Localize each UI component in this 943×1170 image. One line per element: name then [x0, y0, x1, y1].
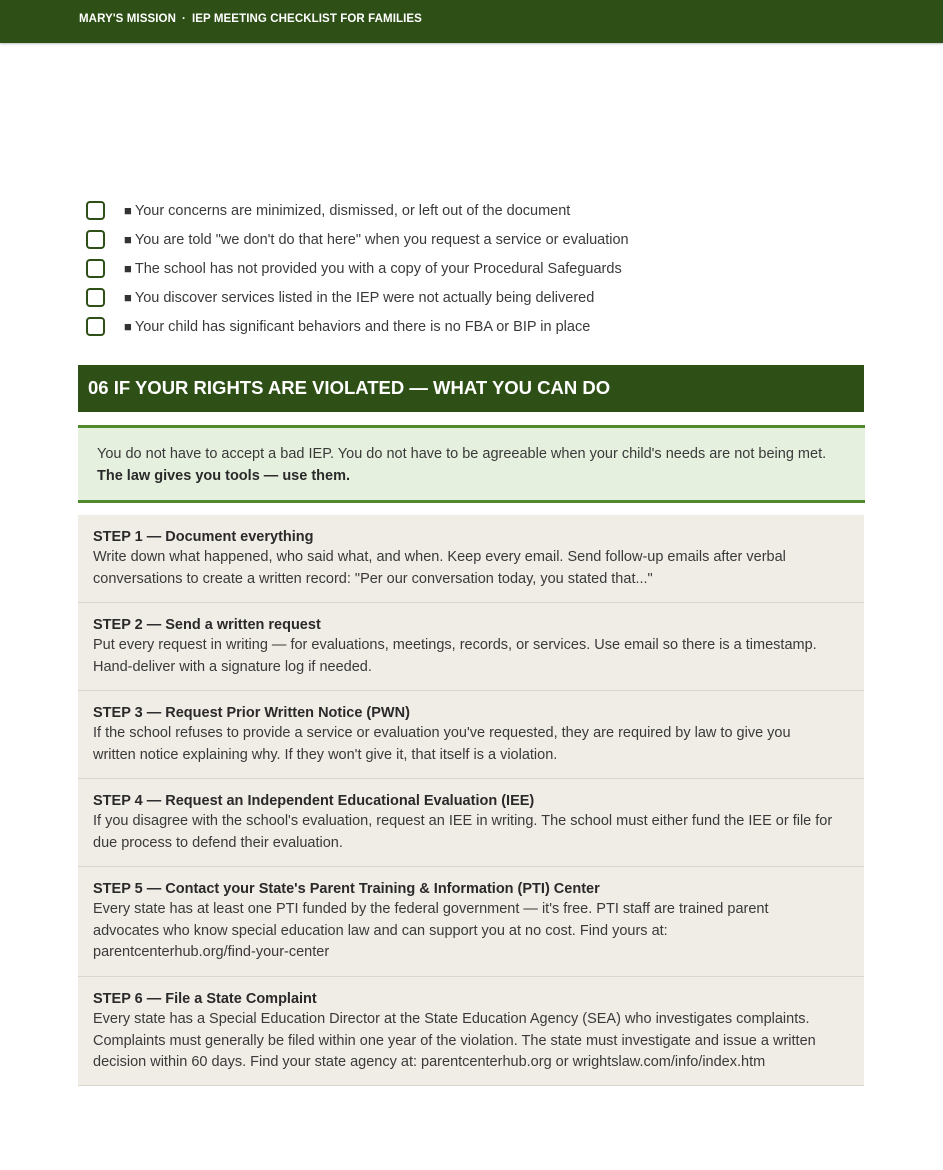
checkbox[interactable]: [86, 288, 105, 307]
step-title: STEP 2 — Send a written request: [93, 617, 321, 633]
step-body-line: parentcenterhub.org/find-your-center: [93, 944, 330, 960]
checklist-item[interactable]: [86, 200, 886, 229]
checklist-item-text: You are told "we don't do that here" when you request a service or evaluation: [134, 232, 629, 248]
square-bullet-icon: ■: [124, 261, 132, 276]
steps-list: [78, 515, 864, 1086]
step-body-line: Write down what happened, who said what, and when. Keep every email. Send follow-up emails after verbal: [93, 549, 786, 565]
header-separator: ·: [182, 13, 186, 25]
top-header-bar: [0, 0, 943, 43]
step-body-line: Complaints must generally be filed within one year of the violation. The state must investigate and issue a written: [93, 1032, 816, 1049]
step-card: [78, 779, 864, 867]
checklist-item[interactable]: [86, 229, 886, 258]
checklist-item-text: You discover services listed in the IEP were not actually being delivered: [134, 290, 595, 306]
section-heading: 06 IF YOUR RIGHTS ARE VIOLATED — WHAT YOU CAN DO: [88, 377, 611, 398]
step-body-line: decision within 60 days. Find your state agency at: parentcenterhub.org or wrightslaw.com/info/index.htm: [93, 1054, 766, 1070]
step-body-line: advocates who know special education law and can support you at no cost. Find yours at:: [93, 922, 668, 939]
checkbox[interactable]: [86, 201, 105, 220]
checklist-item[interactable]: [86, 287, 886, 316]
checklist-item-label: [124, 203, 570, 219]
square-bullet-icon: ■: [124, 203, 132, 218]
step-body-line: conversations to create a written record: "Per our conversation today, you stated that...": [93, 570, 653, 587]
warning-checklist: [86, 200, 886, 345]
step-body: [93, 547, 849, 590]
step-body: [93, 1009, 849, 1074]
step-body: [93, 723, 849, 766]
callout-emphasis: The law gives you tools — use them.: [97, 468, 350, 484]
step-body-line: Hand-deliver with a signature log if needed.: [93, 658, 372, 675]
step-body: [93, 899, 849, 964]
step-card: [78, 977, 864, 1086]
step-card: [78, 515, 864, 603]
step-title: STEP 4 — Request an Independent Educational Evaluation (IEE): [93, 793, 535, 809]
square-bullet-icon: ■: [124, 232, 132, 247]
step-title: STEP 3 — Request Prior Written Notice (PWN): [93, 705, 410, 721]
step-body-line: written notice explaining why. If they won't give it, that itself is a violation.: [93, 746, 558, 763]
step-body-line: If you disagree with the school's evaluation, request an IEE in writing. The school must either fund the IEE or file for: [93, 813, 833, 829]
square-bullet-icon: ■: [124, 290, 132, 305]
step-card: [78, 603, 864, 691]
checklist-item-label: [124, 261, 622, 277]
step-body: [93, 811, 849, 854]
step-card: [78, 867, 864, 977]
checklist-item-text: Your child has significant behaviors and there is no FBA or BIP in place: [134, 319, 591, 335]
checkbox[interactable]: [86, 259, 105, 278]
checkbox[interactable]: [86, 317, 105, 336]
checklist-item[interactable]: [86, 258, 886, 287]
checklist-item-text: The school has not provided you with a copy of your Procedural Safeguards: [134, 261, 622, 277]
checklist-item-label: [124, 319, 590, 335]
checklist-item-text: Your concerns are minimized, dismissed, or left out of the document: [134, 203, 571, 219]
square-bullet-icon: ■: [124, 319, 132, 334]
step-body-line: Every state has at least one PTI funded by the federal government — it's free. PTI staff are trained parent: [93, 901, 769, 917]
step-title: STEP 6 — File a State Complaint: [93, 991, 317, 1007]
step-body-line: Every state has a Special Education Director at the State Education Agency (SEA) who investigates complaints.: [93, 1011, 810, 1027]
checklist-item-label: [124, 290, 594, 306]
callout-text: You do not have to accept a bad IEP. You do not have to be agreeable when your child's needs are not being met.: [97, 446, 827, 462]
step-body: [93, 635, 849, 678]
checklist-item[interactable]: [86, 316, 886, 345]
step-title: STEP 5 — Contact your State's Parent Training & Information (PTI) Center: [93, 881, 600, 897]
checkbox[interactable]: [86, 230, 105, 249]
section-heading-bar: [78, 365, 864, 412]
step-body-line: Put every request in writing — for evaluations, meetings, records, or services. Use email so there is a timestamp.: [93, 637, 817, 653]
document-title: IEP MEETING CHECKLIST FOR FAMILIES: [191, 13, 422, 25]
step-card: [78, 691, 864, 779]
org-name: MARY'S MISSION: [79, 13, 176, 25]
step-title: STEP 1 — Document everything: [93, 529, 314, 545]
header-title: [79, 13, 422, 25]
callout-box: [78, 425, 865, 503]
step-body-line: due process to defend their evaluation.: [93, 834, 343, 851]
checklist-item-label: [124, 232, 629, 248]
step-body-line: If the school refuses to provide a service or evaluation you've requested, they are required by law to give you: [93, 725, 791, 741]
